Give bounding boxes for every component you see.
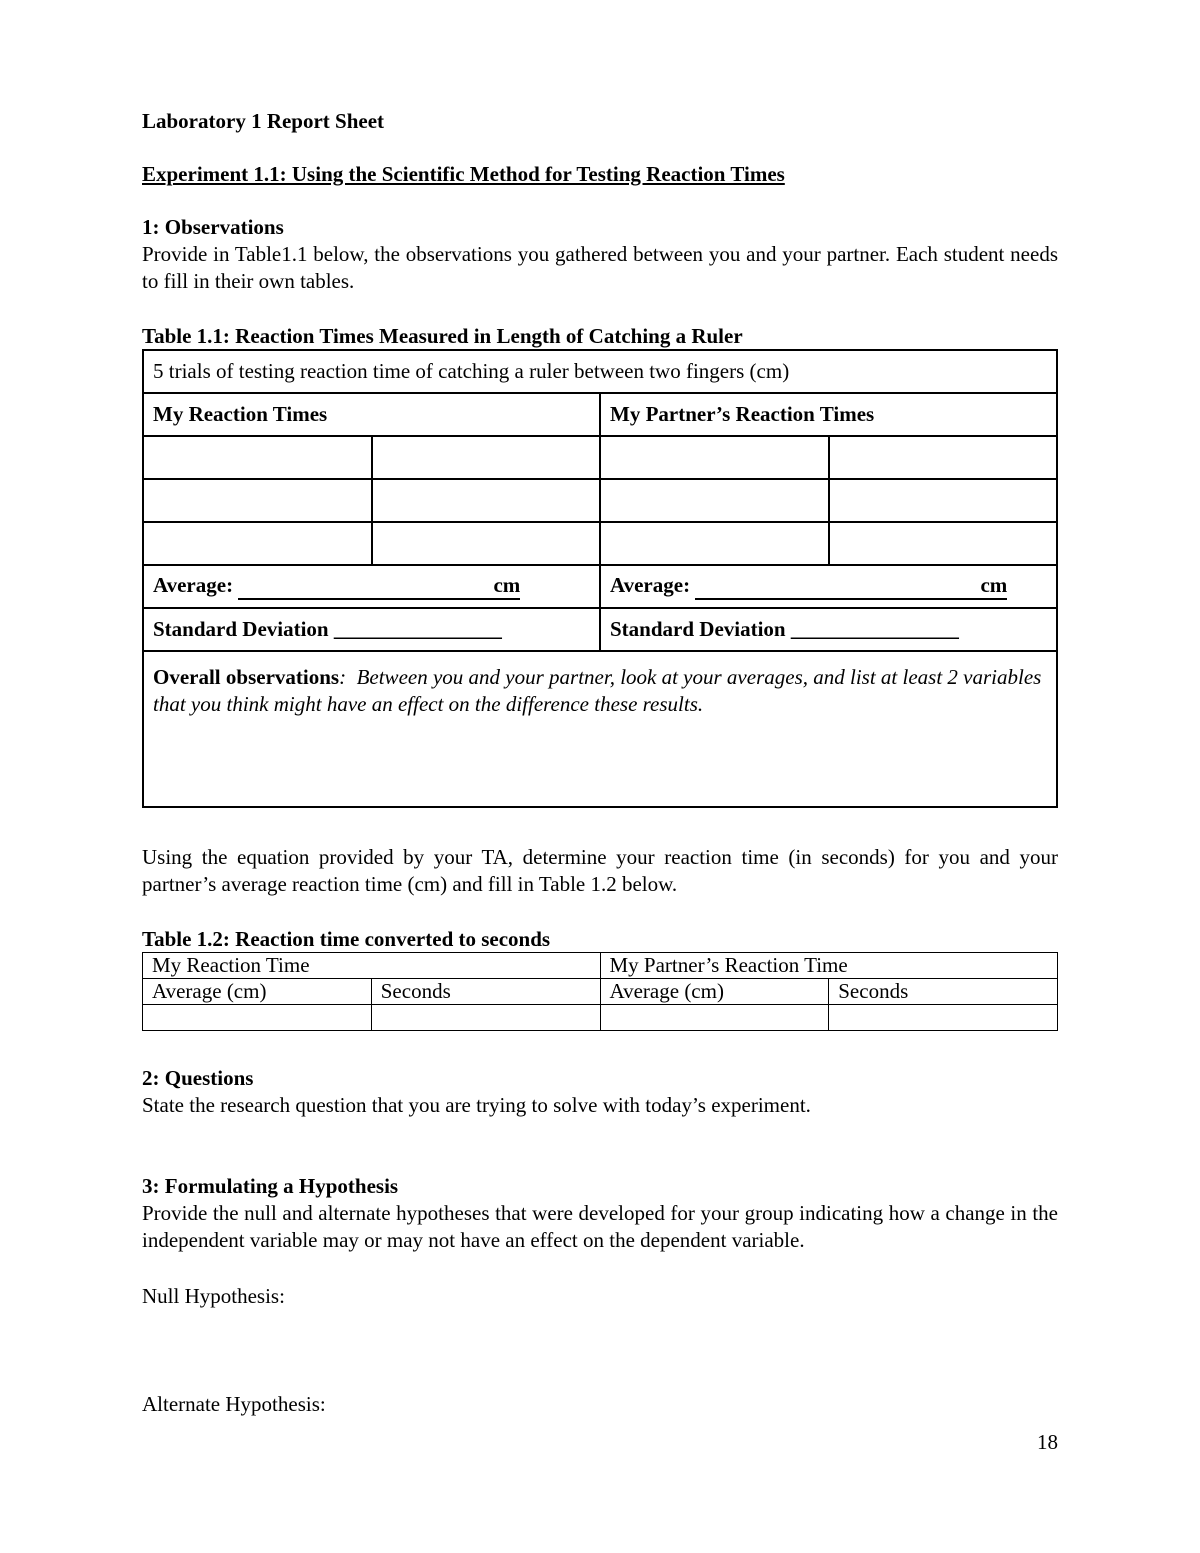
section-hypothesis [142,1173,1058,1254]
section-heading: 3: Formulating a Hypothesis [142,1174,399,1198]
input-cell[interactable] [372,436,601,479]
average-line[interactable] [238,573,520,600]
overall-observations-cell[interactable] [143,651,1057,807]
obs-label: Overall observations [153,665,340,689]
section-questions [142,1065,811,1119]
section-text: Provide the null and alternate hypotheses that were developed for your group indicating how a change in the independent variable may or may not have an effect on the dependent variable. [142,1201,1058,1252]
input-cell[interactable] [829,522,1058,565]
input-cell[interactable] [600,522,829,565]
obs-instructions: Between you and your partner, look at your averages, and list at least 2 variables that you think might have an effect on the difference these results. [153,665,1042,716]
section-observations [142,214,1058,295]
my-std-cell[interactable]: Standard Deviation ________________ [143,608,600,651]
input-cell[interactable] [143,1005,372,1031]
input-cell[interactable] [600,479,829,522]
alternate-hypothesis-label: Alternate Hypothesis: [142,1392,326,1416]
average-label: Average: [610,573,691,597]
input-cell[interactable] [371,1005,600,1031]
table-caption: Table 1.1: Reaction Times Measured in Length of Catching a Ruler [142,324,743,348]
input-cell[interactable] [143,522,372,565]
seconds-header: Seconds [371,979,600,1005]
section-heading: 2: Questions [142,1066,254,1090]
average-unit: cm [493,573,521,597]
section-text: State the research question that you are trying to solve with today’s experiment. [142,1093,811,1117]
seconds-header: Seconds [829,979,1058,1005]
table-caption: Table 1.2: Reaction time converted to seconds [142,927,551,951]
page-number: 18 [1037,1430,1058,1454]
input-cell[interactable] [829,1005,1058,1031]
average-line[interactable] [695,573,1007,600]
partner-times-header: My Partner’s Reaction Times [600,393,1057,436]
input-cell[interactable] [143,436,372,479]
input-cell[interactable] [372,479,601,522]
conversion-instructions: Using the equation provided by your TA, determine your reaction time (in seconds) for you and your partner’s average reaction time (cm) and fill in Table 1.2 below. [142,845,1058,896]
reaction-times-table [142,349,1058,808]
average-cm-header: Average (cm) [600,979,829,1005]
input-cell[interactable] [600,1005,829,1031]
null-hypothesis-label: Null Hypothesis: [142,1284,285,1308]
my-time-header: My Reaction Time [143,953,601,979]
average-cm-header: Average (cm) [143,979,372,1005]
partner-average-cell[interactable] [600,565,1057,608]
section-heading: 1: Observations [142,215,284,239]
my-average-cell[interactable] [143,565,600,608]
partner-std-cell[interactable]: Standard Deviation ________________ [600,608,1057,651]
average-label: Average: [153,573,234,597]
my-times-header: My Reaction Times [143,393,600,436]
average-unit: cm [980,573,1008,597]
obs-colon: : [339,665,347,689]
input-cell[interactable] [143,479,372,522]
input-cell[interactable] [372,522,601,565]
page-title: Laboratory 1 Report Sheet [142,109,385,133]
input-cell[interactable] [829,479,1058,522]
experiment-title: Experiment 1.1: Using the Scientific Method for Testing Reaction Times [142,162,785,186]
table-header-cell: 5 trials of testing reaction time of catching a ruler between two fingers (cm) [143,350,1057,393]
partner-time-header: My Partner’s Reaction Time [600,953,1058,979]
section-text: Provide in Table1.1 below, the observations you gathered between you and your partner. Each student needs to fill in their own tables. [142,242,1058,293]
input-cell[interactable] [600,436,829,479]
input-cell[interactable] [829,436,1058,479]
converted-times-table [142,952,1058,1031]
